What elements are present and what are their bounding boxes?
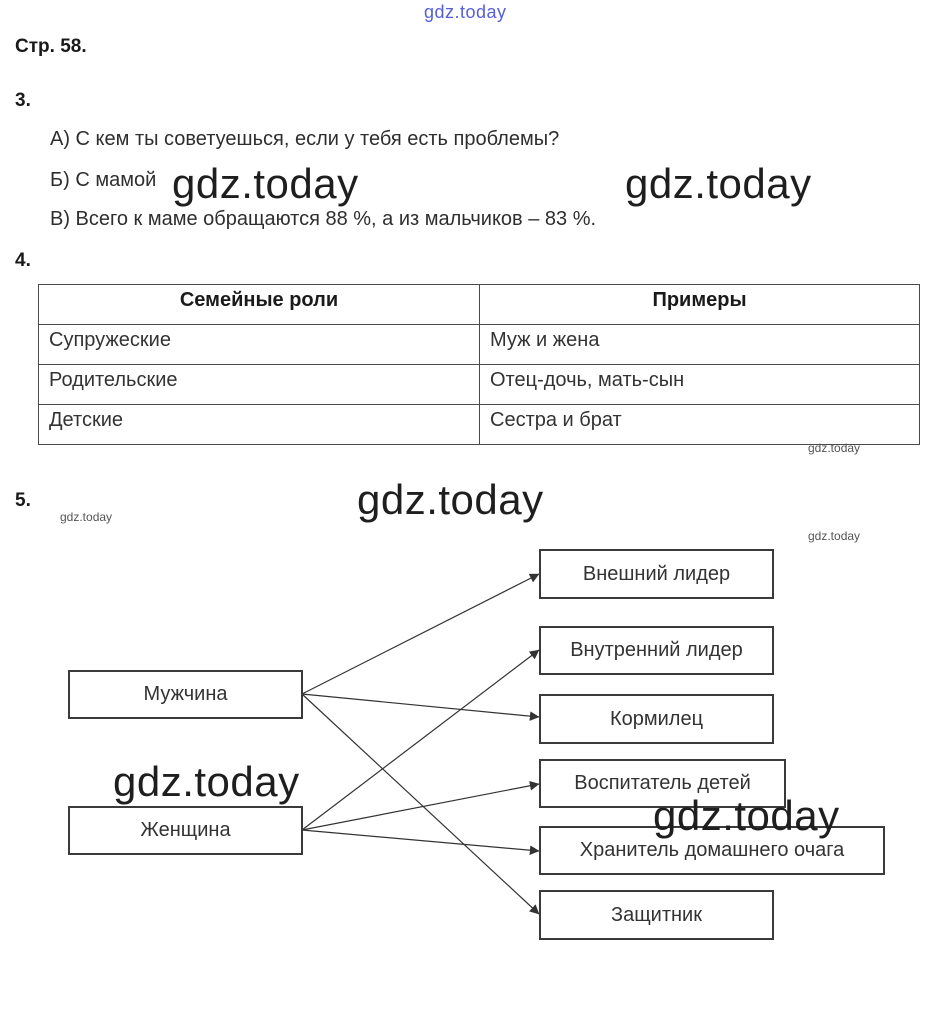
box-external-leader: Внешний лидер <box>539 549 774 599</box>
arrow-man-protector <box>302 694 539 914</box>
task-3-number: 3. <box>15 90 31 111</box>
watermark: gdz.today <box>113 758 300 805</box>
task-3-answer-c: В) Всего к маме обращаются 88 %, а из мальчиков – 83 %. <box>50 208 597 230</box>
arrow-woman-internal-leader <box>302 650 539 830</box>
table-cell: Муж и жена <box>480 325 920 365</box>
watermark: gdz.today <box>172 160 359 207</box>
table-cell: Отец-дочь, мать-сын <box>480 365 920 405</box>
box-internal-leader: Внутренний лидер <box>539 626 774 675</box>
table-cell: Детские <box>39 405 480 445</box>
box-protector: Защитник <box>539 890 774 940</box>
arrow-man-external-leader <box>302 574 539 694</box>
box-man: Мужчина <box>68 670 303 719</box>
watermark: gdz.today <box>357 476 544 523</box>
watermark: gdz.today <box>653 792 840 839</box>
task-3-answer-b: Б) С мамой <box>50 169 157 191</box>
arrow-woman-hearth-keeper <box>302 830 539 851</box>
task-3-question: А) С кем ты советуешься, если у тебя есть проблемы? <box>50 128 560 150</box>
watermark: gdz.today <box>625 160 812 207</box>
box-child-educator: Воспитатель детей <box>539 759 786 808</box>
watermark-small: gdz.today <box>808 441 861 455</box>
watermark-small: gdz.today <box>60 510 113 524</box>
table-header: Семейные роли <box>39 285 480 325</box>
watermark-small: gdz.today <box>808 529 861 543</box>
table-cell: Родительские <box>39 365 480 405</box>
box-woman: Женщина <box>68 806 303 855</box>
table-cell: Сестра и брат <box>480 405 920 445</box>
box-breadwinner: Кормилец <box>539 694 774 744</box>
task-5-number: 5. <box>15 490 31 511</box>
arrow-man-breadwinner <box>302 694 539 717</box>
table-header: Примеры <box>480 285 920 325</box>
arrow-woman-child-educator <box>302 784 539 830</box>
task-4-number: 4. <box>15 250 31 271</box>
box-hearth-keeper: Хранитель домашнего очага <box>539 826 885 875</box>
page-title: Стр. 58. <box>15 36 87 57</box>
table-cell: Супружеские <box>39 325 480 365</box>
watermark-top: gdz.today <box>424 2 507 22</box>
